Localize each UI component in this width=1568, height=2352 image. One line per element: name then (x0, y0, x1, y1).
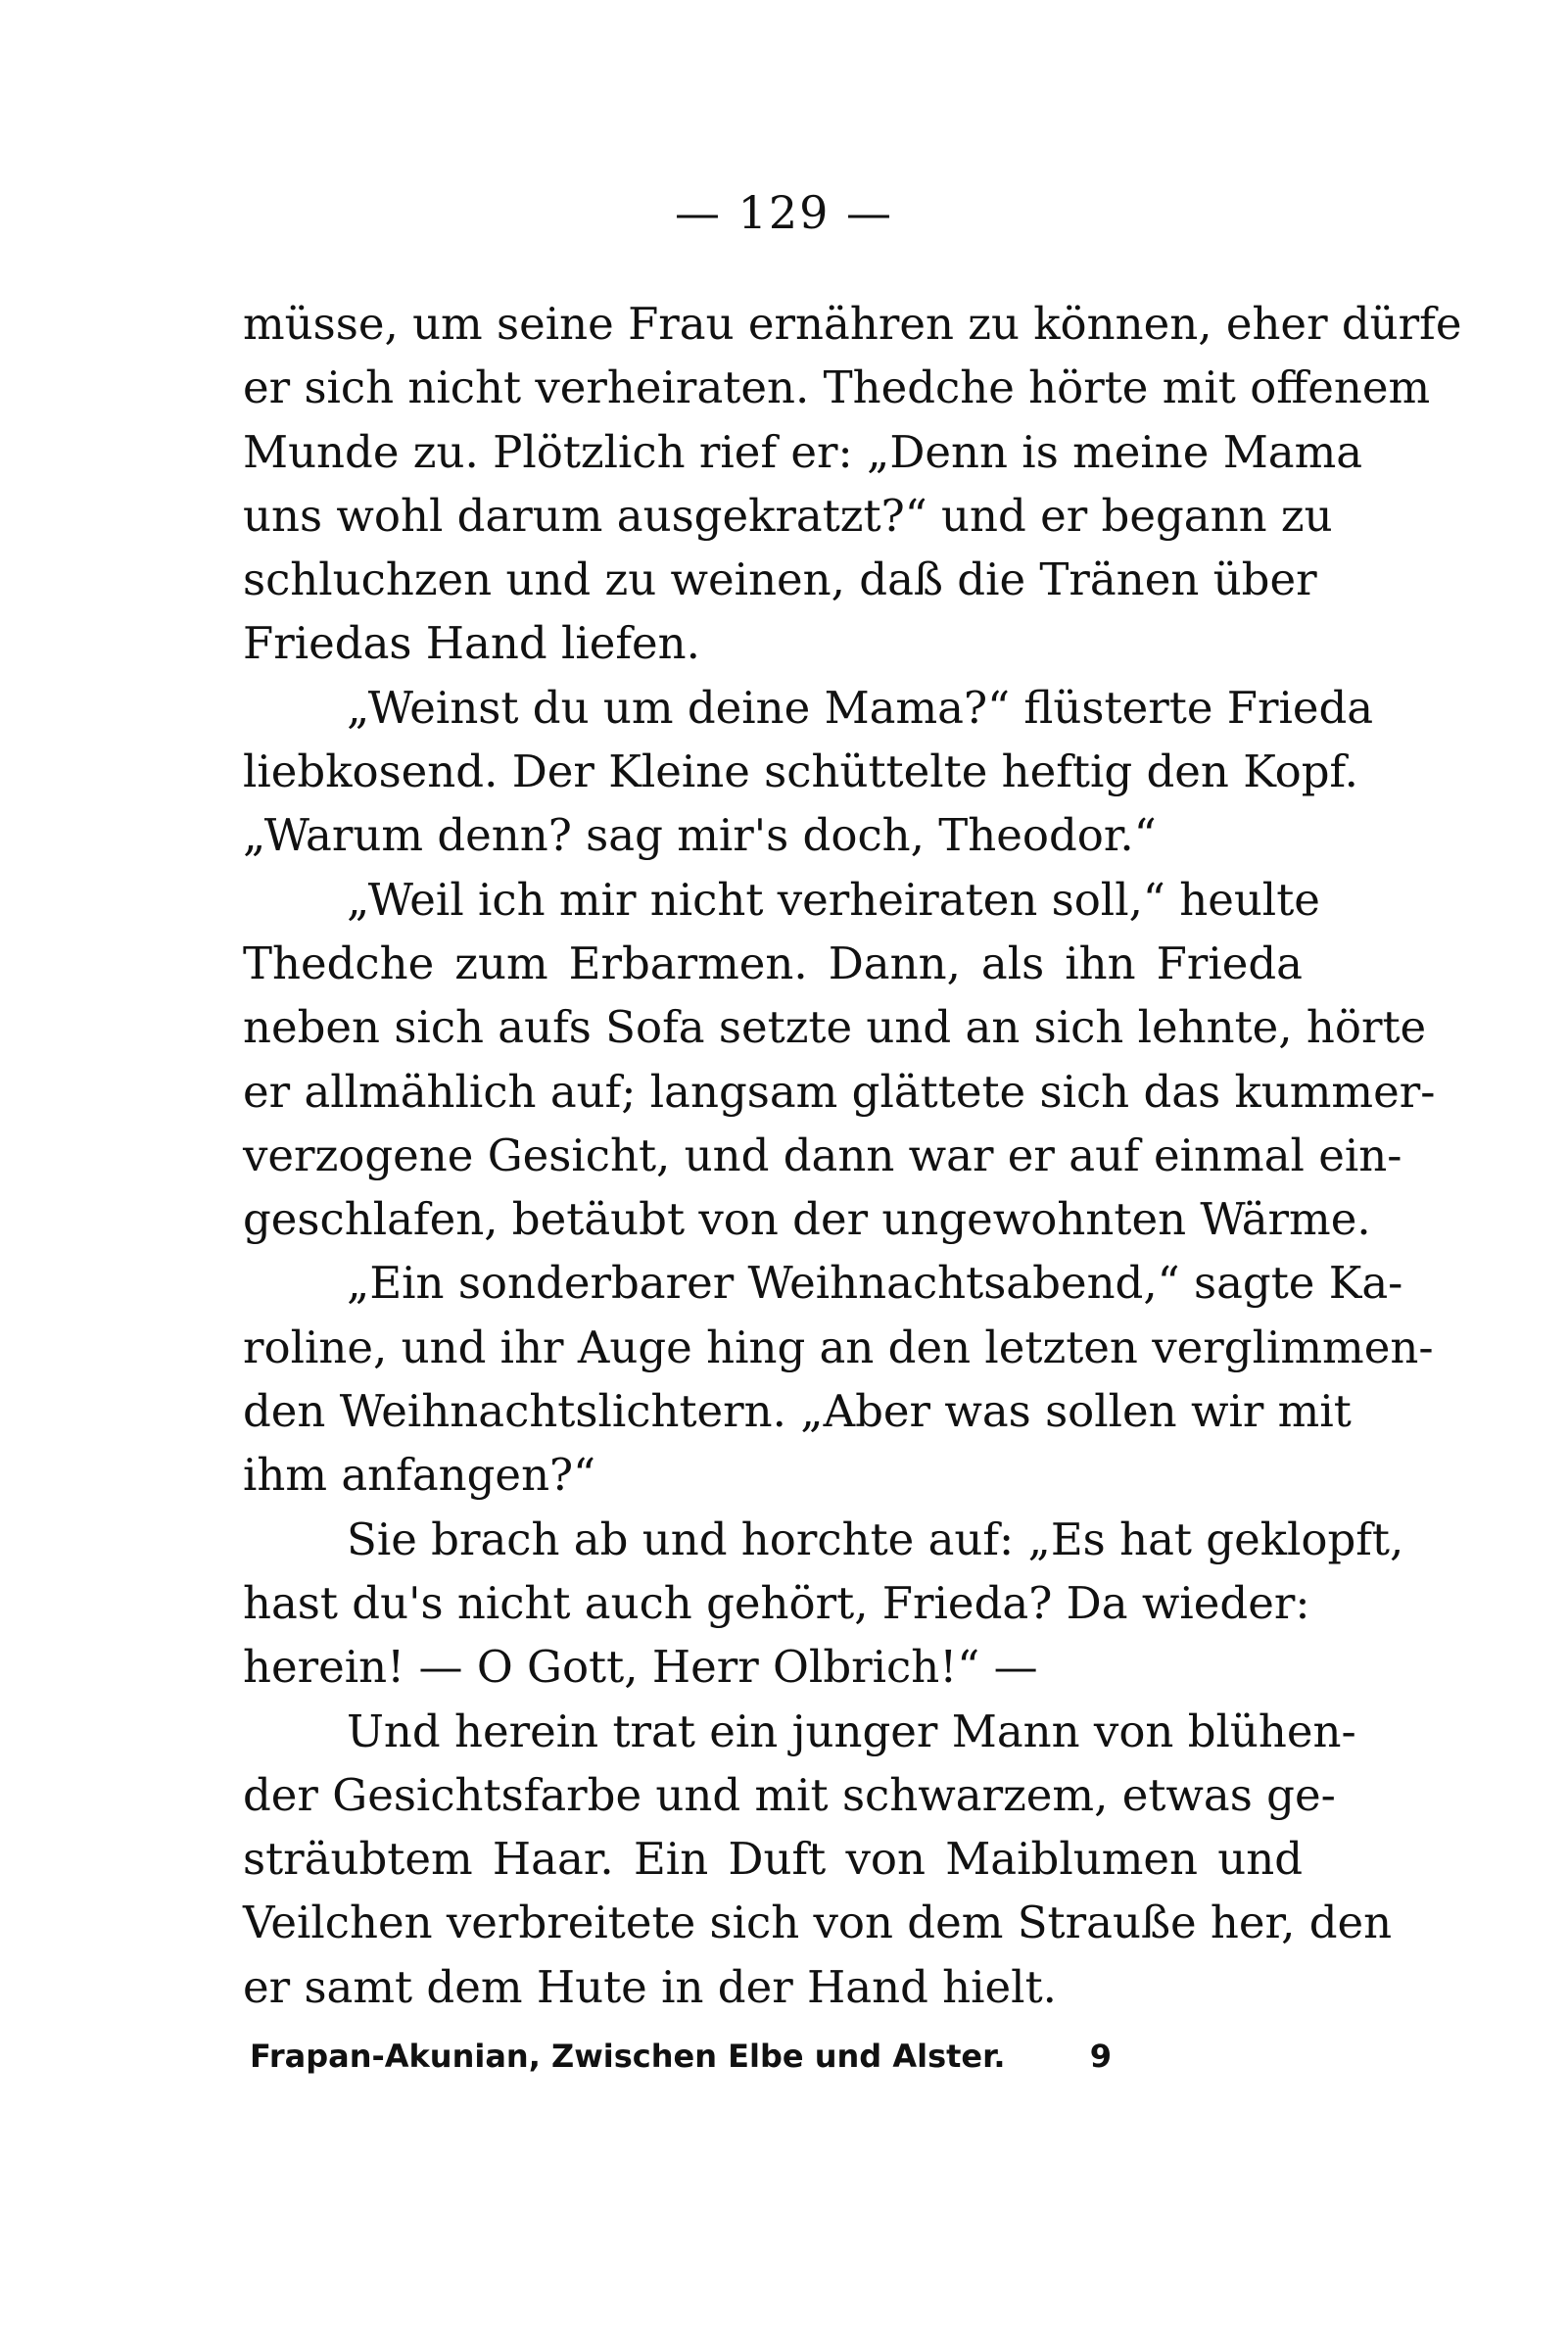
text-line: „Warum denn? sag mir's doch, Theodor.“ (243, 809, 1157, 862)
sheet-number: 9 (1089, 2038, 1112, 2075)
text-line: den Weihnachtslichtern. „Aber was sollen wir mit (243, 1385, 1352, 1438)
text-line: Und herein trat ein junger Mann von blühen- (347, 1704, 1356, 1757)
text-line: er sich nicht verheiraten. Thedche hörte mit offenem (243, 361, 1431, 414)
text-line: Veilchen verbreitete sich von dem Strauße her, den (243, 1896, 1393, 1949)
text-line: uns wohl darum ausgekratzt?“ und er begann zu (243, 489, 1333, 542)
text-line: er samt dem Hute in der Hand hielt. (243, 1960, 1057, 2013)
text-line: müsse, um seine Frau ernähren zu können, eher dürfe (243, 298, 1462, 350)
printer-signature: Frapan-Akunian, Zwischen Elbe und Alster. (250, 2038, 1006, 2075)
text-line: Munde zu. Plötzlich rief er: „Denn is meine Mama (243, 425, 1363, 478)
page-number: — 129 — (674, 186, 894, 239)
text-line: liebkosend. Der Kleine schüttelte heftig den Kopf. (243, 745, 1358, 798)
text-line: hast du's nicht auch gehört, Frieda? Da wieder: (243, 1576, 1310, 1629)
text-line: geschlafen, betäubt von der ungewohnten Wärme. (243, 1193, 1371, 1246)
text-line: „Weil ich mir nicht verheiraten soll,“ heulte (347, 873, 1320, 926)
text-line: er allmählich auf; langsam glättete sich das kummer- (243, 1065, 1436, 1118)
text-line: ihm anfangen?“ (243, 1449, 596, 1502)
signature-line (250, 2038, 1112, 2075)
text-line: Thedche zum Erbarmen. Dann, als ihn Frieda (243, 936, 1303, 989)
text-line: „Weinst du um deine Mama?“ flüsterte Frieda (347, 681, 1374, 734)
text-line: roline, und ihr Auge hing an den letzten verglimmen- (243, 1320, 1434, 1373)
text-line: Sie brach ab und horchte auf: „Es hat geklopft, (347, 1512, 1404, 1565)
text-line: herein! — O Gott, Herr Olbrich!“ — (243, 1641, 1038, 1694)
text-line: der Gesichtsfarbe und mit schwarzem, etwas ge- (243, 1768, 1336, 1821)
text-line: verzogene Gesicht, und dann war er auf einmal ein- (243, 1128, 1402, 1181)
text-line: Friedas Hand liefen. (243, 617, 700, 670)
text-line: sträubtem Haar. Ein Duft von Maiblumen und (243, 1833, 1303, 1886)
text-line: „Ein sonderbarer Weihnachtsabend,“ sagte Ka- (347, 1257, 1403, 1310)
text-line: neben sich aufs Sofa setzte und an sich lehnte, hörte (243, 1001, 1427, 1054)
text-line: schluchzen und zu weinen, daß die Tränen über (243, 553, 1317, 606)
body-text (243, 292, 1462, 2019)
